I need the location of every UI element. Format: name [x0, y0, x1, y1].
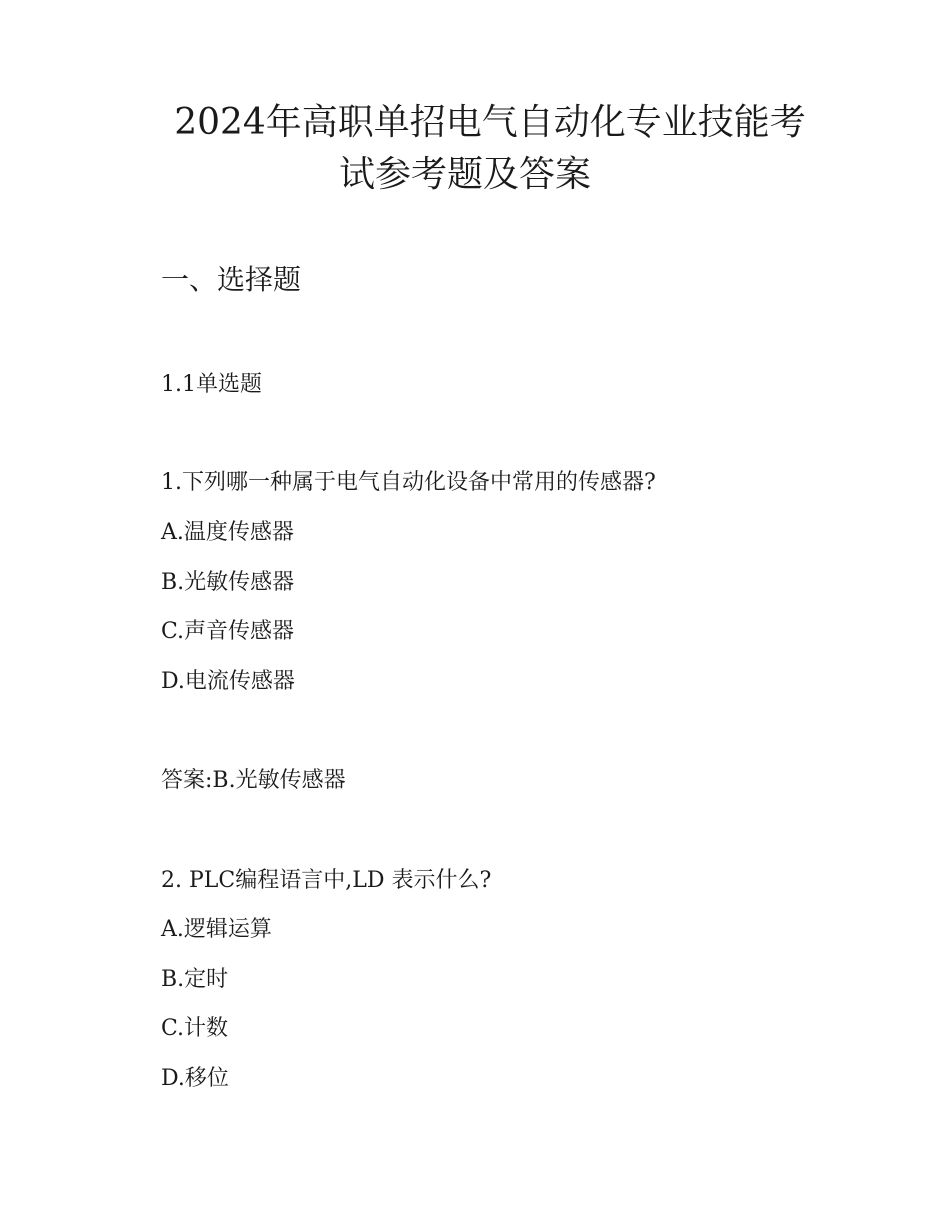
document-title — [0, 97, 950, 201]
question-2-option-c: C.计数 — [161, 1016, 229, 1041]
question-2-text: 2. PLC编程语言中,LD 表示什么? — [161, 868, 492, 893]
question-2-option-d: D.移位 — [161, 1066, 229, 1091]
section-heading: 一、选择题 — [161, 263, 302, 296]
question-1-option-d: D.电流传感器 — [161, 669, 295, 694]
subsection-heading: 1.1单选题 — [161, 372, 262, 397]
question-1-option-a: A.温度传感器 — [161, 520, 294, 545]
question-2-option-a: A.逻辑运算 — [161, 917, 272, 942]
question-1-text: 1.下列哪一种属于电气自动化设备中常用的传感器? — [161, 470, 656, 495]
question-1-option-b: B.光敏传感器 — [161, 570, 295, 595]
title-line-2: 试参考题及答案 — [338, 154, 591, 195]
question-1-option-c: C.声音传感器 — [161, 619, 295, 644]
title-line-1: 2024年高职单招电气自动化专业技能考 — [174, 102, 806, 143]
question-2-option-b: B.定时 — [161, 967, 229, 992]
question-1-answer: 答案:B.光敏传感器 — [161, 768, 346, 793]
